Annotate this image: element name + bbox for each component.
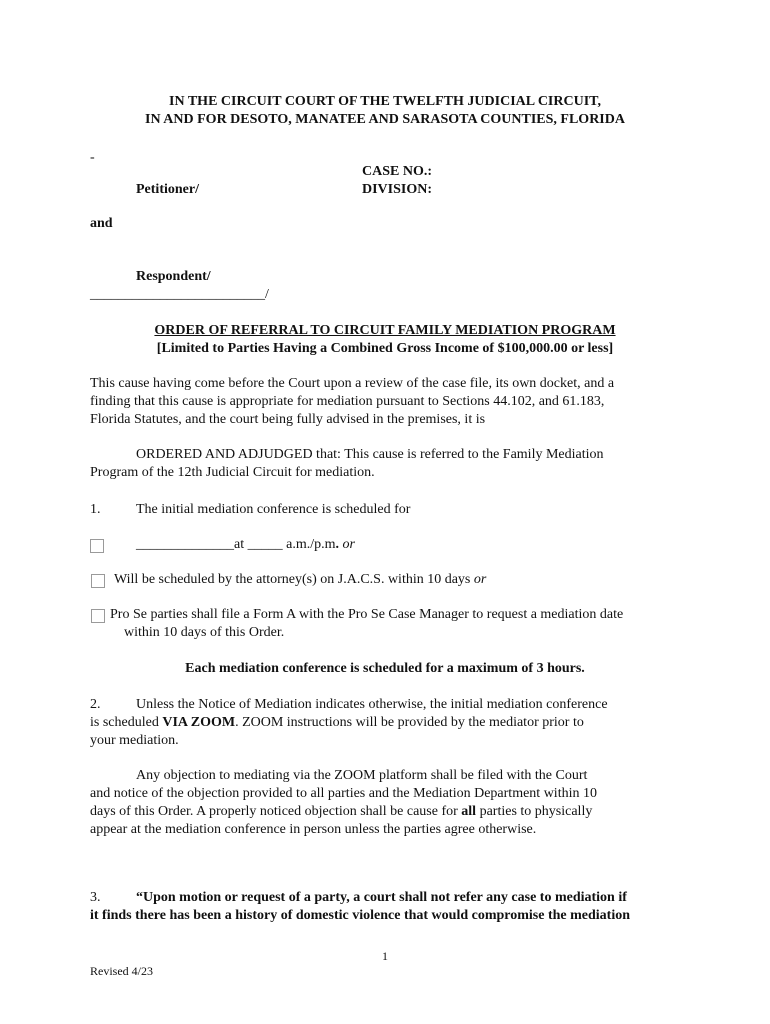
item2-line-3: your mediation. — [90, 733, 179, 748]
time-blank[interactable]: _____ — [247, 537, 283, 552]
option-attorney-checkbox[interactable] — [91, 574, 105, 588]
caption-dash: - — [90, 150, 95, 165]
item3-number: 3. — [90, 890, 101, 905]
option-attorney-label: Will be scheduled by the attorney(s) on J.A.C.S. within 10 days — [114, 572, 474, 587]
item1-text: The initial mediation conference is scheduled for — [136, 502, 411, 517]
ordered-line-1: ORDERED AND ADJUDGED that: This cause is referred to the Family Mediation — [136, 447, 604, 462]
order-subtitle: [Limited to Parties Having a Combined Gross Income of $100,000.00 or less] — [156, 341, 614, 356]
intro-line-3: Florida Statutes, and the court being fully advised in the premises, it is — [90, 412, 486, 427]
revised-date: Revised 4/23 — [90, 964, 153, 978]
objection-line-1: Any objection to mediating via the ZOOM platform shall be filed with the Court — [136, 768, 588, 783]
objection-line-4: appear at the mediation conference in person unless the parties agree otherwise. — [90, 822, 537, 837]
ampm-period: . — [335, 537, 339, 552]
option-prose-line-2: within 10 days of this Order. — [124, 625, 285, 640]
court-header-line2: IN AND FOR DESOTO, MANATEE AND SARASOTA COUNTIES, FLORIDA — [145, 112, 625, 127]
respondent-label: Respondent/ — [136, 269, 211, 284]
item3-line-2: it finds there has been a history of domestic violence that would compromise the mediation — [90, 908, 631, 923]
objection-line-3c: parties to physically — [476, 804, 593, 819]
option-date-checkbox[interactable] — [90, 539, 104, 553]
date-blank[interactable]: ______________ — [136, 537, 234, 552]
order-title: ORDER OF REFERRAL TO CIRCUIT FAMILY MEDIATION PROGRAM — [154, 323, 616, 338]
caption-signature-line: _________________________/ — [90, 287, 269, 302]
petitioner-label: Petitioner/ — [136, 182, 199, 197]
item2-line-2a: is scheduled — [90, 715, 163, 730]
intro-line-1: This cause having come before the Court upon a review of the case file, its own docket, and a — [90, 376, 615, 391]
and-label: and — [90, 216, 113, 231]
ordered-line-2: Program of the 12th Judicial Circuit for mediation. — [90, 465, 375, 480]
item2-line-1: Unless the Notice of Mediation indicates otherwise, the initial mediation conference — [136, 697, 608, 712]
option-prose-checkbox[interactable] — [91, 609, 105, 623]
option-prose-line-1: Pro Se parties shall file a Form A with the Pro Se Case Manager to request a mediation date — [110, 607, 624, 622]
max-duration-note: Each mediation conference is scheduled for a maximum of 3 hours. — [185, 661, 585, 676]
item2-number: 2. — [90, 697, 101, 712]
item3-line-1: “Upon motion or request of a party, a court shall not refer any case to mediation if — [136, 890, 627, 905]
item1-number: 1. — [90, 502, 101, 517]
objection-line-3 — [90, 804, 592, 820]
objection-line-2: and notice of the objection provided to all parties and the Mediation Department within 10 — [90, 786, 597, 801]
item2-line-2c: . ZOOM instructions will be provided by the mediator prior to — [235, 715, 584, 730]
ampm-label: a.m./p.m — [282, 537, 336, 552]
court-header-line1: IN THE CIRCUIT COURT OF THE TWELFTH JUDICIAL CIRCUIT, — [169, 94, 601, 109]
option-date-line — [136, 537, 355, 553]
division-label: DIVISION: — [362, 182, 433, 197]
page-number: 1 — [382, 949, 388, 963]
all-text: all — [461, 804, 477, 819]
at-label: at — [234, 537, 248, 552]
option-attorney-text — [114, 572, 486, 588]
item2-line-2 — [90, 715, 584, 731]
case-no-label: CASE NO.: — [362, 164, 433, 179]
via-zoom-text: VIA ZOOM — [162, 715, 236, 730]
or-label-2: or — [473, 572, 487, 587]
intro-line-2: finding that this cause is appropriate for mediation pursuant to Sections 44.102, and 61.183, — [90, 394, 605, 409]
objection-line-3a: days of this Order. A properly noticed objection shall be cause for — [90, 804, 462, 819]
or-label-1: or — [339, 537, 355, 552]
